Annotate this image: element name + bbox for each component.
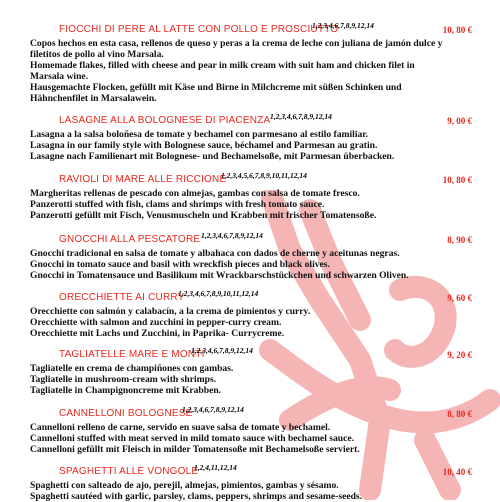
allergen-codes: 1,2,3,4,6,7,8,9,12,14 xyxy=(270,112,332,121)
description-line: Hähnchenfilet in Marsalawein. xyxy=(30,93,157,104)
description-line: Marsala wine. xyxy=(30,71,89,82)
allergen-codes: 1,2,3,4,6,7,8,9,12,14 xyxy=(191,346,253,355)
description-line: Lasagna in our family style with Bolognese sauce, béchamel and Parmesan au gratin. xyxy=(30,140,378,151)
description-line: filetitos de pollo al vino Marsala. xyxy=(30,49,164,60)
menu-item xyxy=(30,346,472,396)
dish-price: 9, 00 € xyxy=(447,116,472,126)
description-line: Gnocchi in tomato sauce and basil with wreckfish pieces and black olives. xyxy=(30,259,330,270)
description-line: Cannelloni stuffed with meat served in mild tomato sauce with bechamel sauce. xyxy=(30,433,355,444)
description-line: Copos hechos en esta casa, rellenos de queso y peras a la crema de leche con juliana de jamón dulce y xyxy=(30,38,443,49)
menu-item xyxy=(30,171,472,221)
allergen-codes: 1,2,3,4,6,7,8,9,10,11,12,14 xyxy=(178,289,259,298)
dish-name: SPAGHETTI ALLE VONGOLE xyxy=(59,466,199,477)
allergen-codes: 1,2,3,4,6,7,8,9,12,14 xyxy=(182,405,244,414)
description-line: Margheritas rellenas de pescado con almejas, gambas con salsa de tomate fresco. xyxy=(30,188,360,199)
description-line: Lasagne nach Familienart mit Bolognese- und Bechamelsoße, mit Parmesan überbacken. xyxy=(30,151,395,162)
dish-name: CANNELLONI BOLOGNESE xyxy=(59,408,193,419)
dish-price: 10, 80 € xyxy=(442,175,472,185)
description-line: Panzerotti gefüllt mit Fisch, Venusmuscheln und Krabben mit frischer Tomatensoße. xyxy=(30,210,377,221)
description-line: Cannelloni gefüllt mit Fleisch in milder Tomatensoße mit Bechamelsoße serviert. xyxy=(30,444,360,455)
allergen-codes: 1,2,3,4,6,7,8,9,12,14 xyxy=(201,231,263,240)
description-line: Spaghetti con salteado de ajo, perejil, almejas, pimientos, gambas y sésamo. xyxy=(30,480,339,491)
description-line: Gnocchi in Tomatensauce und Basilikum mit Wrackbarschstückchen und schwarzen Oliven. xyxy=(30,270,409,281)
dish-name: LASAGNE ALLA BOLOGNESE DI PIACENZA xyxy=(59,115,271,126)
dish-price: 10, 80 € xyxy=(442,25,472,35)
description-line: Tagliatelle in mushroom-cream with shrimps. xyxy=(30,374,217,385)
description-line: Orecchiette con salmón y calabacín, a la crema de pimientos y curry. xyxy=(30,306,311,317)
dish-name: RAVIOLI DI MARE ALLE RICCIONE xyxy=(59,174,227,185)
menu-item xyxy=(30,463,472,502)
dish-price: 8, 80 € xyxy=(447,409,472,419)
dish-price: 8, 90 € xyxy=(447,235,472,245)
description-line: Orecchiette mit Lachs und Zucchini, in Paprika- Currycreme. xyxy=(30,328,285,339)
menu-item xyxy=(30,405,472,455)
description-line: Spaghetti sautéed with garlic, parsley, clams, peppers, shrimps and sesame-seeds. xyxy=(30,491,363,502)
dish-price: 9, 20 € xyxy=(447,350,472,360)
description-line: Hausgemachte Flocken, gefüllt mit Käse und Birne in Milchcreme mit süßen Schinken und xyxy=(30,82,402,93)
menu-item xyxy=(30,21,472,104)
description-line: Tagliatelle en crema de champiñones con gambas. xyxy=(30,363,234,374)
description-line: Cannelloni relleno de carne, servido en suave salsa de tomate y bechamel. xyxy=(30,422,331,433)
menu-item xyxy=(30,112,472,162)
description-line: Gnocchi tradicional en salsa de tomate y albahaca con dados de cherne y aceitunas negras. xyxy=(30,248,400,259)
dish-price: 9, 60 € xyxy=(447,293,472,303)
allergen-codes: 1,2,4,11,12,14 xyxy=(194,463,237,472)
description-line: Panzerotti stuffed with fish, clams and shrimps with fresh tomato sauce. xyxy=(30,199,325,210)
allergen-codes: 1,2,3,4,5,6,7,8,9,10,11,12,14 xyxy=(221,171,307,180)
dish-name: TAGLIATELLE MARE E MONTI xyxy=(59,349,205,360)
description-line: Orecchiette with salmon and zucchini in pepper-curry cream. xyxy=(30,317,282,328)
dish-price: 10, 40 € xyxy=(442,467,472,477)
dish-name: FIOCCHI DI PERE AL LATTE CON POLLO E PROSCIUTTO xyxy=(59,24,339,35)
menu-item xyxy=(30,231,472,281)
description-line: Tagliatelle in Champignoncreme mit Krabben. xyxy=(30,385,222,396)
allergen-codes: 1,2,3,4,6,7,8,9,12,14 xyxy=(312,21,374,30)
dish-name: GNOCCHI ALLA PESCATORE xyxy=(59,234,201,245)
menu-item xyxy=(30,289,472,339)
description-line: Homemade flakes, filled with cheese and pear in milk cream with suit ham and chicken filet in xyxy=(30,60,415,71)
dish-name: ORECCHIETTE AI CURRY xyxy=(59,292,185,303)
description-line: Lasagna a la salsa boloñesa de tomate y bechamel con parmesano al estilo familiar. xyxy=(30,129,369,140)
